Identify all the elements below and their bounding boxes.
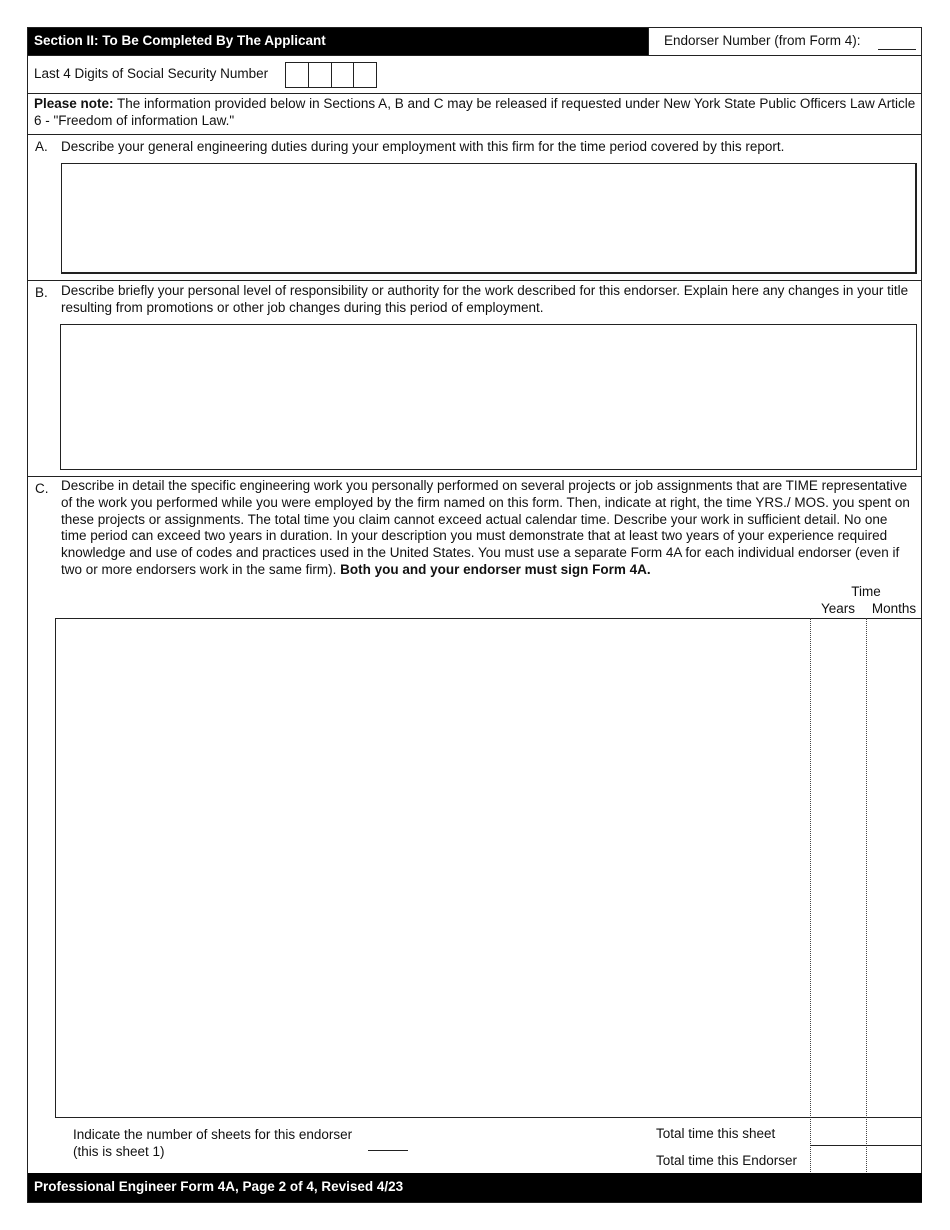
ssn-digit-4[interactable] xyxy=(354,62,377,88)
section-a-letter: A. xyxy=(35,139,48,154)
table-left-border xyxy=(55,618,56,1118)
years-input-area[interactable] xyxy=(812,621,864,1114)
months-input-area[interactable] xyxy=(868,621,920,1114)
footer-text: Professional Engineer Form 4A, Page 2 of 4, Revised 4/23 xyxy=(34,1179,404,1194)
ssn-digit-3[interactable] xyxy=(332,62,355,88)
header-divider xyxy=(648,28,649,55)
divider xyxy=(28,55,922,56)
ssn-digit-boxes xyxy=(285,62,377,86)
section-a-response-box[interactable] xyxy=(61,163,917,274)
total-endorser-years-field[interactable] xyxy=(811,1146,865,1172)
ssn-label: Last 4 Digits of Social Security Number xyxy=(34,66,269,81)
table-top-border xyxy=(55,618,922,619)
months-label: Months xyxy=(871,601,917,616)
total-endorser-label: Total time this Endorser xyxy=(656,1153,798,1168)
years-label: Years xyxy=(820,601,856,616)
section-b-response-box[interactable] xyxy=(60,324,917,470)
sheets-count-field[interactable] xyxy=(368,1131,408,1151)
total-endorser-months-field[interactable] xyxy=(867,1146,921,1172)
sheets-label-line2: (this is sheet 1) xyxy=(73,1144,165,1159)
ssn-digit-1[interactable] xyxy=(285,62,309,88)
section-b-letter: B. xyxy=(35,285,48,300)
divider xyxy=(28,93,922,94)
total-sheet-years-field[interactable] xyxy=(811,1118,865,1145)
divider xyxy=(28,280,922,281)
privacy-note-text: The information provided below in Sections A, B and C may be released if requested under New York State Public Officers Law Article 6 - "Freedom of information Law." xyxy=(34,96,916,128)
total-sheet-label: Total time this sheet xyxy=(656,1126,776,1141)
privacy-note-bold: Please note: xyxy=(34,96,114,111)
section-c-prompt-bold: Both you and your endorser must sign Form 4A. xyxy=(340,561,651,577)
divider xyxy=(28,476,922,477)
years-column-divider xyxy=(810,618,811,1172)
privacy-note xyxy=(34,96,916,130)
section-title: Section II: To Be Completed By The Applicant xyxy=(34,33,326,48)
sheets-label-line1: Indicate the number of sheets for this endorser xyxy=(73,1127,353,1142)
section-c-letter: C. xyxy=(35,481,49,496)
total-sheet-months-field[interactable] xyxy=(867,1118,921,1145)
section-c-response-area[interactable] xyxy=(58,621,807,1114)
section-c-prompt-text: Describe in detail the specific engineering work you personally performed on several projects or job assignments that are TIME representative of the work you performed while you were employed by the firm named on this form. Then, indicate at right, the time YRS./ MOS. you spent on these projects or assignments. The total time you claim cannot exceed actual calendar time. Describe your work in sufficient detail. No one time period can exceed two years in duration. In your description you must demonstrate that at least two years of your experience required knowledge and use of codes and practices used in the United States. You must use a separate Form 4A for each individual endorser (even if two or more endorsers work in the same firm). xyxy=(61,478,910,577)
section-a-prompt: Describe your general engineering duties during your employment with this firm for the time period covered by this report. xyxy=(61,139,785,154)
months-column-divider xyxy=(866,618,867,1172)
section-b-prompt: Describe briefly your personal level of responsibility or authority for the work described for this endorser. Explain here any changes in your title resulting from promotions or other job changes during this period of employment. xyxy=(61,283,909,315)
ssn-digit-2[interactable] xyxy=(309,62,332,88)
section-c-prompt xyxy=(61,478,913,579)
time-label: Time xyxy=(851,584,881,599)
table-bottom-border xyxy=(55,1117,922,1118)
divider xyxy=(28,134,922,135)
endorser-number-label: Endorser Number (from Form 4): xyxy=(664,33,861,48)
endorser-number-field[interactable] xyxy=(878,30,916,50)
